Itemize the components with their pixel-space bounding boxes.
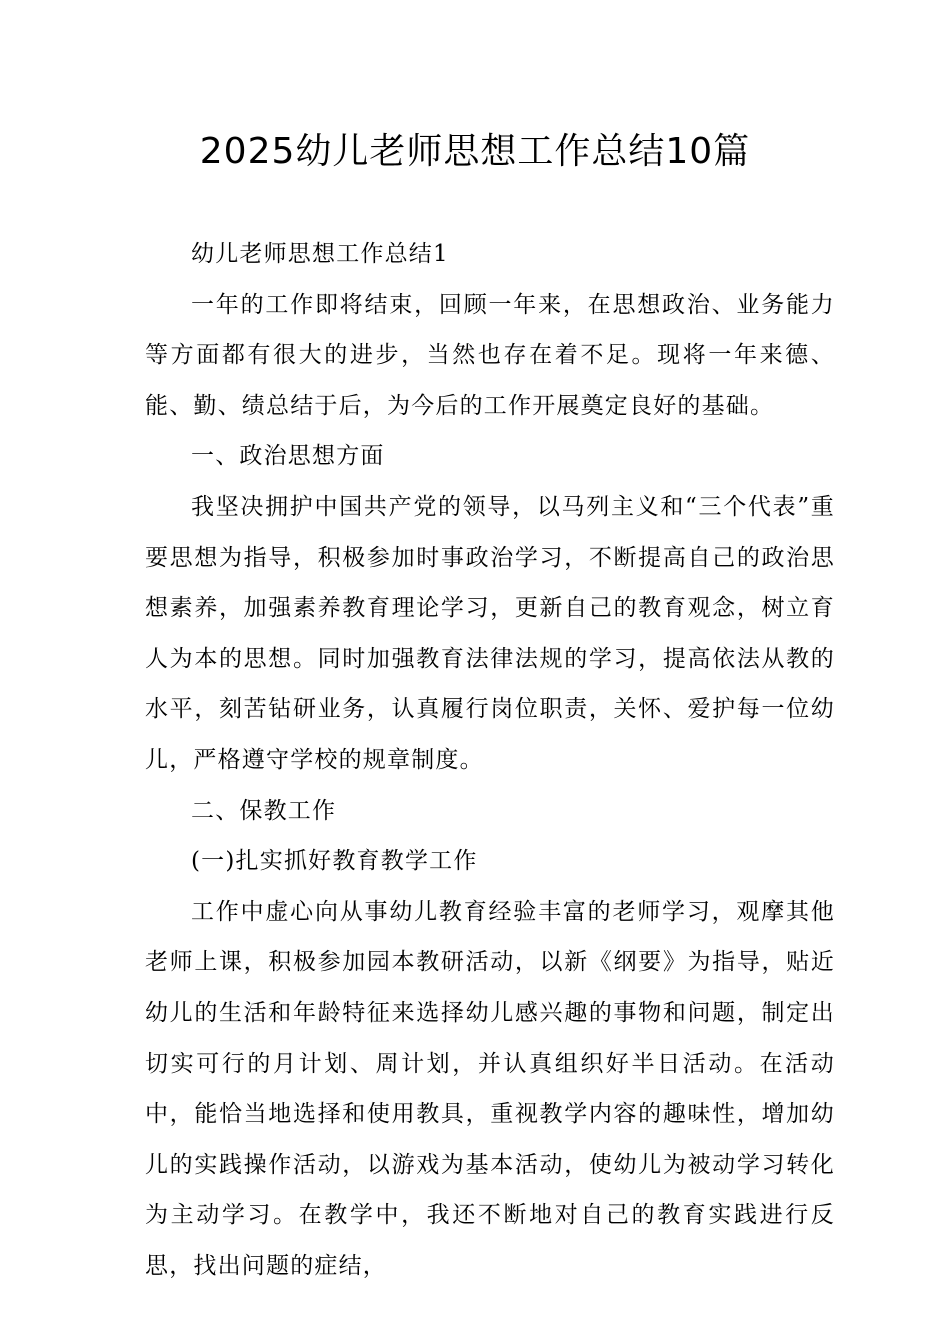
section-heading-teaching: 二、保教工作 xyxy=(191,797,337,824)
paragraph-political: 我坚决拥护中国共产党的领导，以马列主义和“三个代表”重要思想为指导，积极参加时事政治学习，不断提高自己的政治思想素养，加强素养教育理论学习，更新自己的教育观念，树立育人为本的思想。同时加强教育法律法规的学习，提高依法从教的水平，刻苦钻研业务，认真履行岗位职责，关怀、爱护每一位幼儿，严格遵守学校的规章制度。 xyxy=(145,493,835,773)
section-heading-political: 一、政治思想方面 xyxy=(191,443,385,470)
paragraph-teaching-work: 工作中虚心向从事幼儿教育经验丰富的老师学习，观摩其他老师上课，积极参加园本教研活动，以新《纲要》为指导，贴近幼儿的生活和年龄特征来选择幼儿感兴趣的事物和问题，制定出切实可行的月计划、周计划，并认真组织好半日活动。在活动中，能恰当地选择和使用教具，重视教学内容的趣味性，增加幼儿的实践操作活动，以游戏为基本活动，使幼儿为被动学习转化为主动学习。在教学中，我还不断地对自己的教育实践进行反思，找出问题的症结， xyxy=(145,898,835,1279)
subsection-heading-teaching-work: (一)扎实抓好教育教学工作 xyxy=(191,848,478,875)
document-title: 2025幼儿老师思想工作总结10篇 xyxy=(199,131,751,172)
document-body xyxy=(145,229,835,1291)
paragraph-intro: 一年的工作即将结束，回顾一年来，在思想政治、业务能力等方面都有很大的进步，当然也存在着不足。现将一年来德、能、勤、绩总结于后，为今后的工作开展奠定良好的基础。 xyxy=(145,291,835,419)
section-heading-summary-1: 幼儿老师思想工作总结1 xyxy=(191,241,449,267)
